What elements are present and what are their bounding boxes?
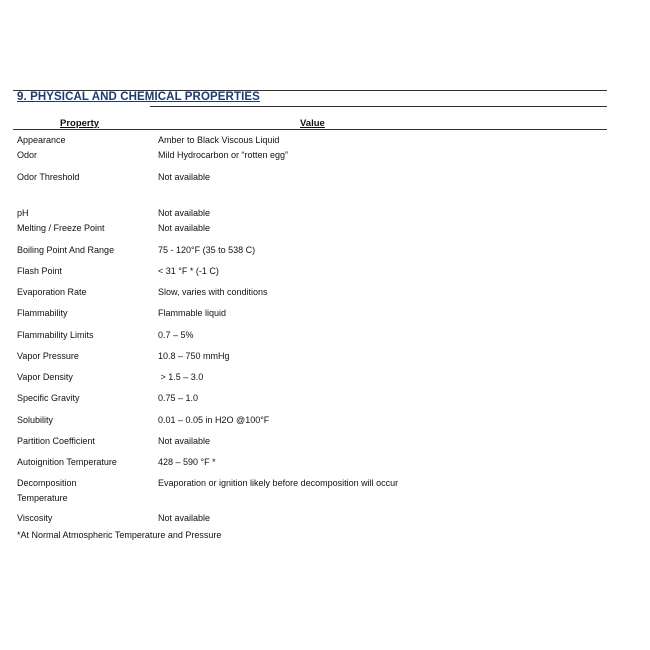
property-label: Appearance	[17, 135, 66, 145]
property-value: 0.01 – 0.05 in H2O @100°F	[158, 415, 270, 425]
property-value: Mild Hydrocarbon or “rotten egg”	[158, 150, 289, 160]
property-label: Boiling Point And Range	[17, 245, 115, 255]
property-value: 0.7 – 5%	[158, 330, 194, 340]
property-label: pH	[17, 208, 29, 218]
property-label: Vapor Density	[17, 372, 73, 382]
property-value: Not available	[158, 208, 211, 218]
property-value: Flammable liquid	[158, 308, 227, 318]
column-header-property: Property	[60, 118, 100, 129]
header-divider	[13, 129, 607, 130]
property-label: Flammability	[17, 308, 68, 318]
property-label: Vapor Pressure	[17, 351, 79, 361]
property-label: Flammability Limits	[17, 330, 94, 340]
property-value: Not available	[158, 223, 211, 233]
property-value: Not available	[158, 436, 211, 446]
section-title: 9. PHYSICAL AND CHEMICAL PROPERTIES	[17, 91, 260, 103]
column-header-value: Value	[300, 118, 325, 129]
property-value: > 1.5 – 3.0	[158, 372, 204, 382]
property-value: Slow, varies with conditions	[158, 287, 268, 297]
property-value: 428 – 590 °F *	[158, 457, 216, 467]
property-value: Evaporation or ignition likely before decomposition will occur	[158, 478, 399, 488]
property-label: Evaporation Rate	[17, 287, 87, 297]
property-label: Odor Threshold	[17, 172, 80, 182]
property-label: Viscosity	[17, 513, 53, 523]
property-label: Flash Point	[17, 266, 63, 276]
property-value: Not available	[158, 172, 211, 182]
property-label: Partition Coefficient	[17, 436, 95, 446]
footnote: *At Normal Atmospheric Temperature and Pressure	[17, 530, 222, 540]
property-value: 10.8 – 750 mmHg	[158, 351, 230, 361]
title-divider	[150, 106, 607, 107]
property-value: Amber to Black Viscous Liquid	[158, 135, 280, 145]
property-value: 75 - 120°F (35 to 538 C)	[158, 245, 256, 255]
property-value: 0.75 – 1.0	[158, 393, 199, 403]
property-label: Odor	[17, 150, 38, 160]
property-value: Not available	[158, 513, 211, 523]
property-label: Solubility	[17, 415, 54, 425]
property-label: Decomposition Temperature	[17, 478, 77, 503]
property-label: Specific Gravity	[17, 393, 80, 403]
property-label: Autoignition Temperature	[17, 457, 117, 467]
property-value: < 31 °F * (-1 C)	[158, 266, 219, 276]
property-label: Melting / Freeze Point	[17, 223, 105, 233]
